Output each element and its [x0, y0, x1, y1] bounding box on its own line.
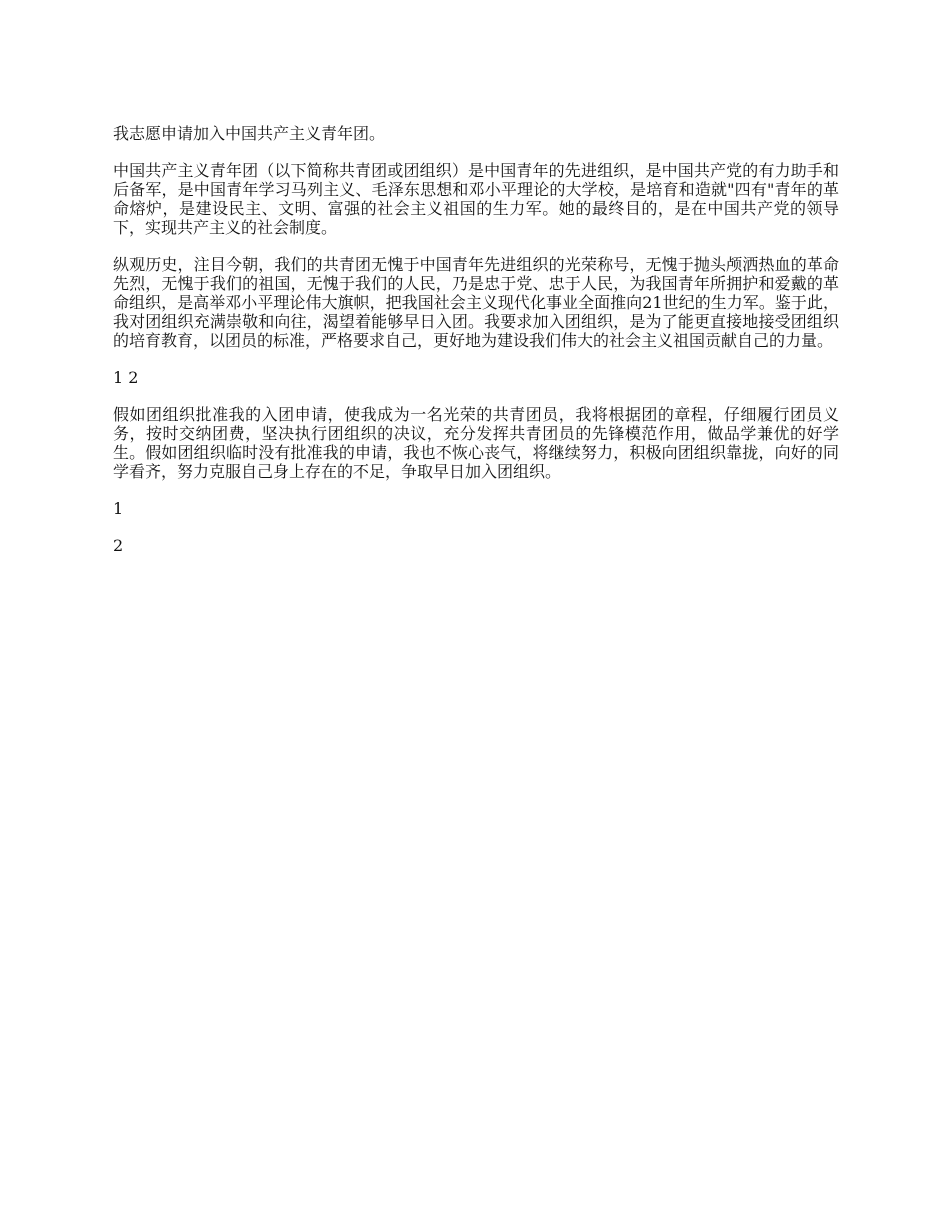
paragraph-number-1: 1	[113, 499, 124, 518]
paragraph-commitment: 假如团组织批准我的入团申请，使我成为一名光荣的共青团员，我将根据团的章程，仔细履行团员义务，按时交纳团费，坚决执行团组织的决议，充分发挥共青团员的先锋模范作用，做品学兼优的好学生。假如团组织临时没有批准我的申请，我也不恢心丧气，将继续努力，积极向团组织靠拢，向好的同学看齐，努力克服自己身上存在的不足，争取早日加入团组织。	[113, 405, 839, 481]
paragraph-page-numbers: 1 2	[113, 368, 139, 387]
paragraph-about-league: 中国共产主义青年团（以下简称共青团或团组织）是中国青年的先进组织，是中国共产党的有力助手和后备军，是中国青年学习马列主义、毛泽东思想和邓小平理论的大学校，是培育和造就"四有"青年的革命熔炉，是建设民主、文明、富强的社会主义祖国的生力军。她的最终目的，是在中国共产党的领导下，实现共产主义的社会制度。	[113, 161, 839, 237]
paragraph-intro: 我志愿申请加入中国共产主义青年团。	[113, 124, 386, 143]
paragraph-number-2: 2	[113, 536, 124, 555]
paragraph-history: 纵观历史，注目今朝，我们的共青团无愧于中国青年先进组织的光荣称号，无愧于抛头颅洒热血的革命先烈，无愧于我们的祖国，无愧于我们的人民，乃是忠于党、忠于人民，为我国青年所拥护和爱戴的革命组织，是高举邓小平理论伟大旗帜，把我国社会主义现代化事业全面推向21世纪的生力军。鉴于此，我对团组织充满崇敬和向往，渴望着能够早日入团。我要求加入团组织，是为了能更直接地接受团组织的培育教育，以团员的标准，严格要求自己，更好地为建设我们伟大的社会主义祖国贡献自己的力量。	[113, 255, 839, 350]
document-body	[113, 124, 839, 573]
